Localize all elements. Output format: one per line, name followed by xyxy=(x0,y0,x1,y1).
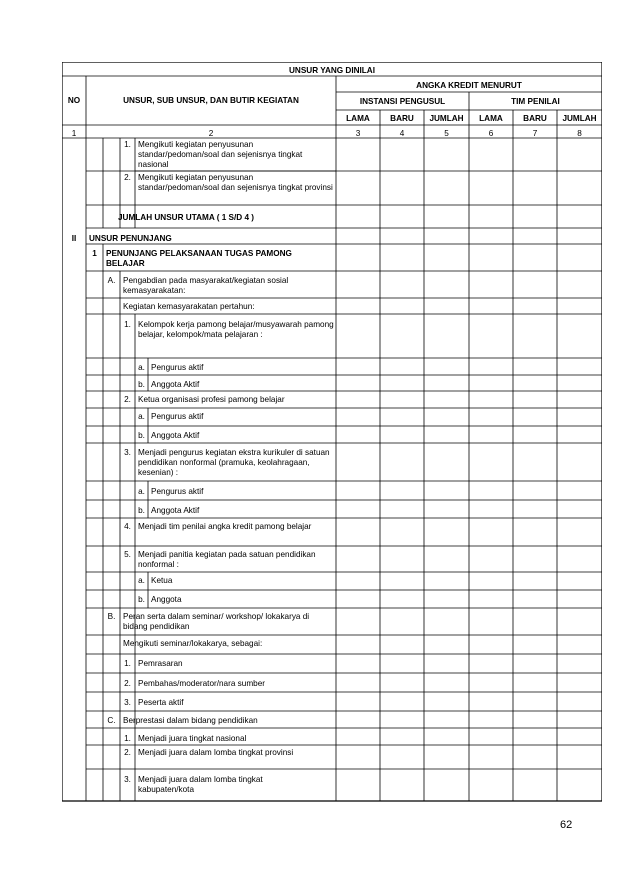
row-text: Pembahas/moderator/nara sumber xyxy=(138,679,265,688)
row-text: Menjadi tim penilai angka kredit pamong belajar xyxy=(138,522,312,531)
row-text: Pemrasaran xyxy=(138,659,183,668)
row-number: 1. xyxy=(124,734,131,743)
header-lama-1: LAMA xyxy=(346,114,370,123)
jumlah-unsur-utama: JUMLAH UNSUR UTAMA ( 1 S/D 4 ) xyxy=(118,213,255,222)
row-text: Menjadi juara tingkat nasional xyxy=(138,734,247,743)
header-jumlah-2: JUMLAH xyxy=(562,114,597,123)
col-number-2: 2 xyxy=(208,129,214,138)
header-unsur-sub: UNSUR, SUB UNSUR, DAN BUTIR KEGIATAN xyxy=(123,96,299,105)
row-letter: b. xyxy=(138,506,145,515)
row-number: 1. xyxy=(124,140,131,149)
header-baru-1: BARU xyxy=(390,114,414,123)
row-number: 3. xyxy=(124,448,131,457)
row-number: 2. xyxy=(124,173,131,182)
row-number: 2. xyxy=(124,679,131,688)
row-text: Ketua organisasi profesi pamong belajar xyxy=(138,395,285,404)
section-title: UNSUR PENUNJANG xyxy=(89,234,172,243)
page-number: 62 xyxy=(560,819,573,831)
item-letter: B. xyxy=(107,612,116,621)
item-letter: C. xyxy=(107,716,116,725)
col-number-3: 3 xyxy=(355,129,361,138)
row-text: Anggota Aktif xyxy=(151,506,200,515)
row-text: Anggota Aktif xyxy=(151,431,200,440)
row-number: 3. xyxy=(124,775,131,784)
row-number: 5. xyxy=(124,550,131,559)
row-text: Mengikuti kegiatan penyusunan standar/pedoman/soal dan sejenisnya tingkat nasional xyxy=(138,140,303,169)
row-letter: a. xyxy=(138,412,145,421)
row-letter: a. xyxy=(138,363,145,372)
row-number: 2. xyxy=(124,395,131,404)
item-text: Berprestasi dalam bidang pendidikan xyxy=(123,716,258,725)
item-subtext: Kegiatan kemasyarakatan pertahun: xyxy=(123,302,255,311)
col-number-7: 7 xyxy=(532,129,538,138)
col-number-8: 8 xyxy=(577,129,582,138)
item-letter: A. xyxy=(107,276,116,285)
item-text: Peran serta dalam seminar/ workshop/ lokakarya di bidang pendidikan xyxy=(123,612,310,631)
row-text: Kelompok kerja pamong belajar/musyawarah pamong belajar, kelompok/mata pelajaran : xyxy=(138,320,334,339)
row-text: Anggota Aktif xyxy=(151,380,200,389)
header-baru-2: BARU xyxy=(523,114,547,123)
header-jumlah-1: JUMLAH xyxy=(429,114,464,123)
header-instansi: INSTANSI PENGUSUL xyxy=(359,97,446,106)
row-number: 2. xyxy=(124,748,131,757)
col-number-5: 5 xyxy=(444,129,449,138)
row-letter: b. xyxy=(138,595,145,604)
row-text: Anggota xyxy=(151,595,182,604)
item-text: Pengabdian pada masyarakat/kegiatan sosial kemasyarakatan: xyxy=(123,276,289,295)
row-number: 4. xyxy=(124,522,131,531)
header-lama-2: LAMA xyxy=(479,114,503,123)
row-text: Ketua xyxy=(151,576,173,585)
row-text: Menjadi pengurus kegiatan ekstra kurikuler di satuan pendidikan nonformal (pramuka, keolahragaan, kesenian) : xyxy=(138,448,330,477)
row-letter: b. xyxy=(138,431,145,440)
row-number: 3. xyxy=(124,698,131,707)
header-tim: TIM PENILAI xyxy=(511,97,560,106)
row-text: Pengurus aktif xyxy=(151,487,204,496)
row-text: Peserta aktif xyxy=(138,698,184,707)
row-text: Mengikuti kegiatan penyusunan standar/pedoman/soal dan sejenisnya tingkat provinsi xyxy=(138,173,333,192)
subsection-number: 1 xyxy=(92,249,97,258)
col-number-4: 4 xyxy=(399,129,405,138)
row-number: 1. xyxy=(124,659,131,668)
row-letter: b. xyxy=(138,380,145,389)
header-angka-kredit: ANGKA KREDIT MENURUT xyxy=(416,81,522,90)
col-number-1: 1 xyxy=(71,129,77,138)
row-number: 1. xyxy=(124,320,131,329)
col-number-6: 6 xyxy=(488,129,494,138)
section-number: II xyxy=(71,234,77,243)
row-text: Pengurus aktif xyxy=(151,412,204,421)
item-subtext: Mengikuti seminar/lokakarya, sebagai: xyxy=(123,639,263,648)
row-text: Menjadi juara dalam lomba tingkat kabupaten/kota xyxy=(138,775,263,794)
header-no: NO xyxy=(67,96,81,105)
row-text: Menjadi panitia kegiatan pada satuan pendidikan nonformal : xyxy=(138,550,316,569)
row-text: Pengurus aktif xyxy=(151,363,204,372)
subsection-title: PENUNJANG PELAKSANAAN TUGAS PAMONG BELAJAR xyxy=(106,249,292,268)
header-unsur-dinilai: UNSUR YANG DINILAI xyxy=(289,66,375,75)
row-letter: a. xyxy=(138,576,145,585)
row-text: Menjadi juara dalam lomba tingkat provinsi xyxy=(138,748,294,757)
row-letter: a. xyxy=(138,487,145,496)
